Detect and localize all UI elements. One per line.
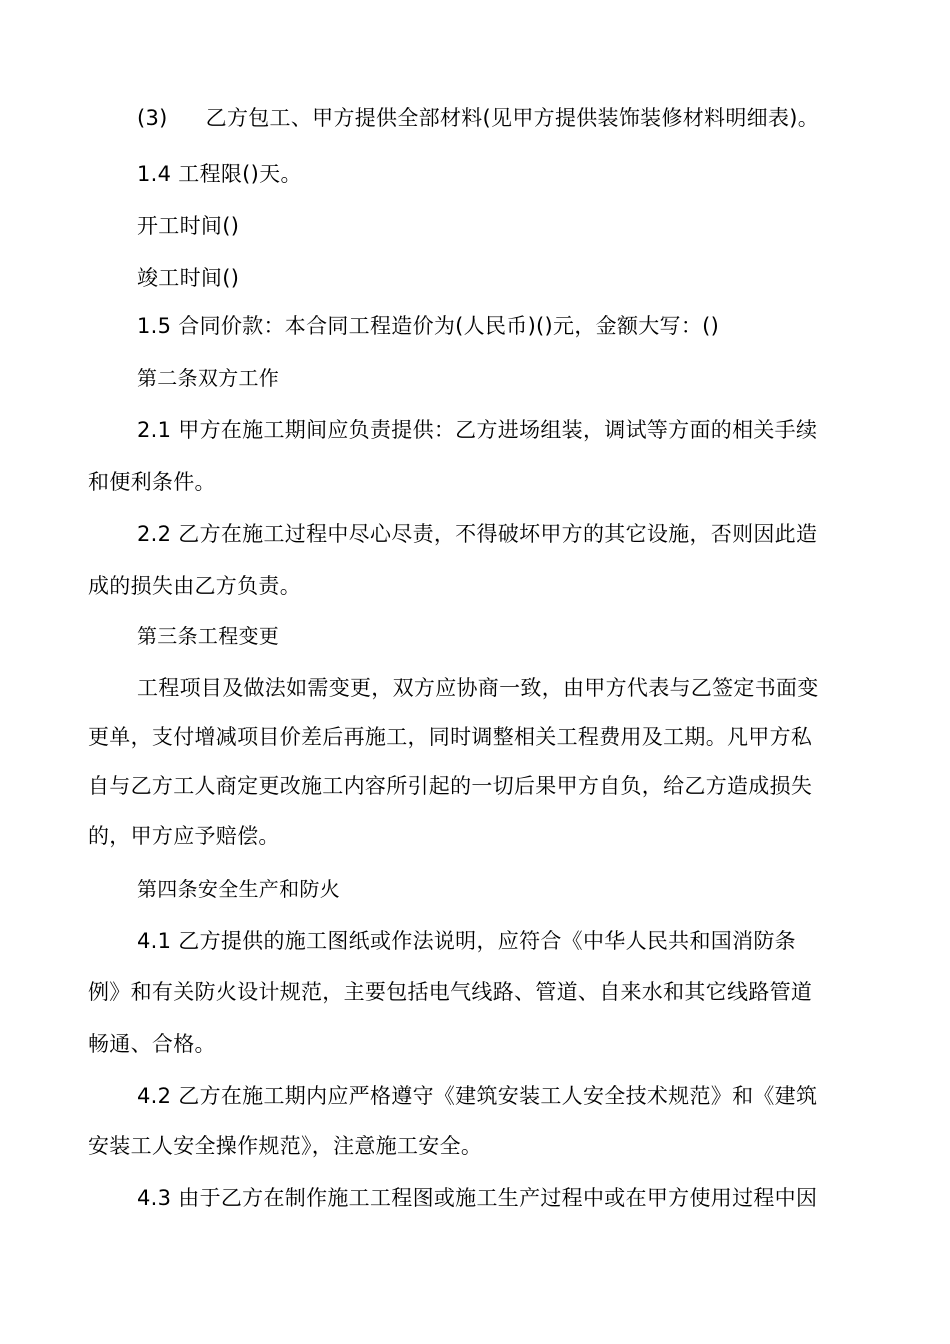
paragraph-line: 和便利条件。 [88,470,216,494]
section-heading: 第三条工程变更 [137,624,280,648]
paragraph-line: 开工时间() [137,214,240,238]
paragraph-line: 的，甲方应予赔偿。 [88,824,280,848]
section-heading: 第二条双方工作 [137,366,280,390]
paragraph-line: 更单，支付增减项目价差后再施工，同时调整相关工程费用及工期。凡甲方私 [88,725,813,749]
paragraph-line: 4.1 乙方提供的施工图纸或作法说明，应符合《中华人民共和国消防条 [137,929,796,953]
paragraph-line [137,103,819,133]
paragraph-line: 竣工时间() [137,266,240,290]
paragraph-line: 2.2 乙方在施工过程中尽心尽责，不得破坏甲方的其它设施，否则因此造 [137,522,818,546]
item-label: (3) [137,106,168,130]
paragraph-line: 1.5 合同价款：本合同工程造价为(人民币)()元，金额大写：() [137,314,720,338]
paragraph-line: 4.2 乙方在施工期内应严格遵守《建筑安装工人安全技术规范》和《建筑 [137,1084,818,1108]
line-text: 乙方包工、甲方提供全部材料(见甲方提供装饰装修材料明细表)。 [205,106,820,130]
paragraph-line: 4.3 由于乙方在制作施工工程图或施工生产过程中或在甲方使用过程中因 [137,1186,818,1210]
paragraph-line: 2.1 甲方在施工期间应负责提供：乙方进场组装，调试等方面的相关手续 [137,418,818,442]
paragraph-line: 自与乙方工人商定更改施工内容所引起的一切后果甲方自负，给乙方造成损失 [88,774,813,798]
section-heading: 第四条安全生产和防火 [137,877,340,901]
paragraph-line: 1.4 工程限()天。 [137,162,302,186]
paragraph-line: 工程项目及做法如需变更，双方应协商一致，由甲方代表与乙签定书面变 [137,676,819,700]
paragraph-line: 成的损失由乙方负责。 [88,574,301,598]
paragraph-line: 畅通、合格。 [88,1032,216,1056]
paragraph-line: 安装工人安全操作规范》，注意施工安全。 [88,1134,483,1158]
paragraph-line: 例》和有关防火设计规范，主要包括电气线路、管道、自来水和其它线路管道 [88,980,813,1004]
